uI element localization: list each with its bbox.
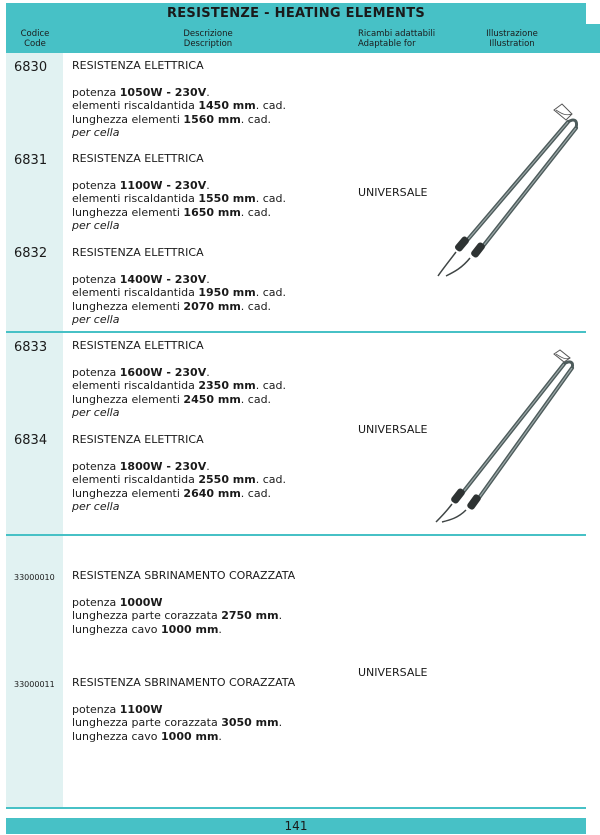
- header-adaptable: [358, 29, 454, 49]
- product-name: RESISTENZA ELETTRICA: [72, 433, 204, 446]
- group-divider: [6, 534, 586, 536]
- table-header: [6, 24, 586, 53]
- power-line: potenza 1800W - 230V.: [72, 459, 210, 473]
- product-code: 6834: [14, 433, 48, 448]
- header-adaptable-en: Adaptable for: [358, 39, 416, 49]
- header-edge: [586, 24, 600, 53]
- product-name: RESISTENZA ELETTRICA: [72, 152, 204, 165]
- product-note: per cella: [72, 500, 120, 513]
- power-line: potenza 1100W - 230V.: [72, 178, 210, 192]
- length-line: lunghezza elementi 2070 mm. cad.: [72, 299, 272, 313]
- product-name: RESISTENZA SBRINAMENTO CORAZZATA: [72, 676, 296, 689]
- product-description: [72, 59, 286, 140]
- length-line: lunghezza elementi 2640 mm. cad.: [72, 486, 272, 500]
- adaptable-for: UNIVERSALE: [358, 666, 428, 679]
- length-line: elementi riscaldantida 1950 mm. cad.: [72, 286, 286, 299]
- header-illustration-it: Illustrazione: [486, 29, 538, 39]
- product-note: per cella: [72, 219, 120, 232]
- length-line: elementi riscaldantida 1450 mm. cad.: [72, 99, 286, 112]
- length-line: elementi riscaldantida 2550 mm. cad.: [72, 473, 286, 486]
- header-code: [18, 29, 52, 49]
- product-code: 6831: [14, 153, 48, 168]
- adaptable-for: UNIVERSALE: [358, 423, 428, 436]
- product-name: RESISTENZA SBRINAMENTO CORAZZATA: [72, 569, 296, 582]
- product-name: RESISTENZA ELETTRICA: [72, 339, 204, 352]
- product-description: [72, 676, 295, 743]
- power-line: potenza 1100W: [72, 702, 163, 716]
- length-line: lunghezza parte corazzata 3050 mm.: [72, 716, 283, 729]
- group-divider: [6, 331, 586, 333]
- heating-element-illustration: [430, 348, 590, 526]
- header-illustration: [474, 29, 550, 49]
- product-description: [72, 339, 286, 420]
- page-number: 141: [6, 818, 586, 834]
- length-line: elementi riscaldantida 2350 mm. cad.: [72, 379, 286, 392]
- power-line: potenza 1400W - 230V.: [72, 272, 210, 286]
- length-line: lunghezza elementi 1560 mm. cad.: [72, 112, 272, 126]
- table-bottom-border: [6, 807, 586, 809]
- header-description-it: Descrizione: [183, 29, 233, 39]
- heating-element-illustration: [430, 100, 590, 282]
- product-name: RESISTENZA ELETTRICA: [72, 246, 204, 259]
- product-code: 6832: [14, 246, 48, 261]
- header-description: [166, 29, 250, 49]
- length-line: lunghezza parte corazzata 2750 mm.: [72, 609, 283, 622]
- header-illustration-en: Illustration: [489, 39, 535, 49]
- product-description: [72, 569, 295, 636]
- product-code: 6830: [14, 60, 48, 75]
- product-note: per cella: [72, 126, 120, 139]
- header-code-it: Codice: [20, 29, 50, 39]
- product-code: 33000011: [14, 680, 55, 689]
- length-line: lunghezza cavo 1000 mm.: [72, 729, 222, 743]
- power-line: potenza 1000W: [72, 595, 163, 609]
- header-adaptable-it: Ricambi adattabili: [358, 29, 436, 39]
- header-code-en: Code: [24, 39, 46, 49]
- length-line: lunghezza elementi 2450 mm. cad.: [72, 392, 272, 406]
- product-note: per cella: [72, 406, 120, 419]
- product-note: per cella: [72, 313, 120, 326]
- product-description: [72, 152, 286, 233]
- page-title: RESISTENZE - HEATING ELEMENTS: [6, 3, 586, 24]
- product-code: 33000010: [14, 573, 55, 582]
- header-description-en: Description: [183, 39, 233, 49]
- power-line: potenza 1600W - 230V.: [72, 365, 210, 379]
- adaptable-for: UNIVERSALE: [358, 186, 428, 199]
- power-line: potenza 1050W - 230V.: [72, 85, 210, 99]
- length-line: elementi riscaldantida 1550 mm. cad.: [72, 192, 286, 205]
- product-name: RESISTENZA ELETTRICA: [72, 59, 204, 72]
- product-description: [72, 246, 286, 327]
- length-line: lunghezza elementi 1650 mm. cad.: [72, 205, 272, 219]
- length-line: lunghezza cavo 1000 mm.: [72, 622, 222, 636]
- product-description: [72, 433, 286, 514]
- product-code: 6833: [14, 340, 48, 355]
